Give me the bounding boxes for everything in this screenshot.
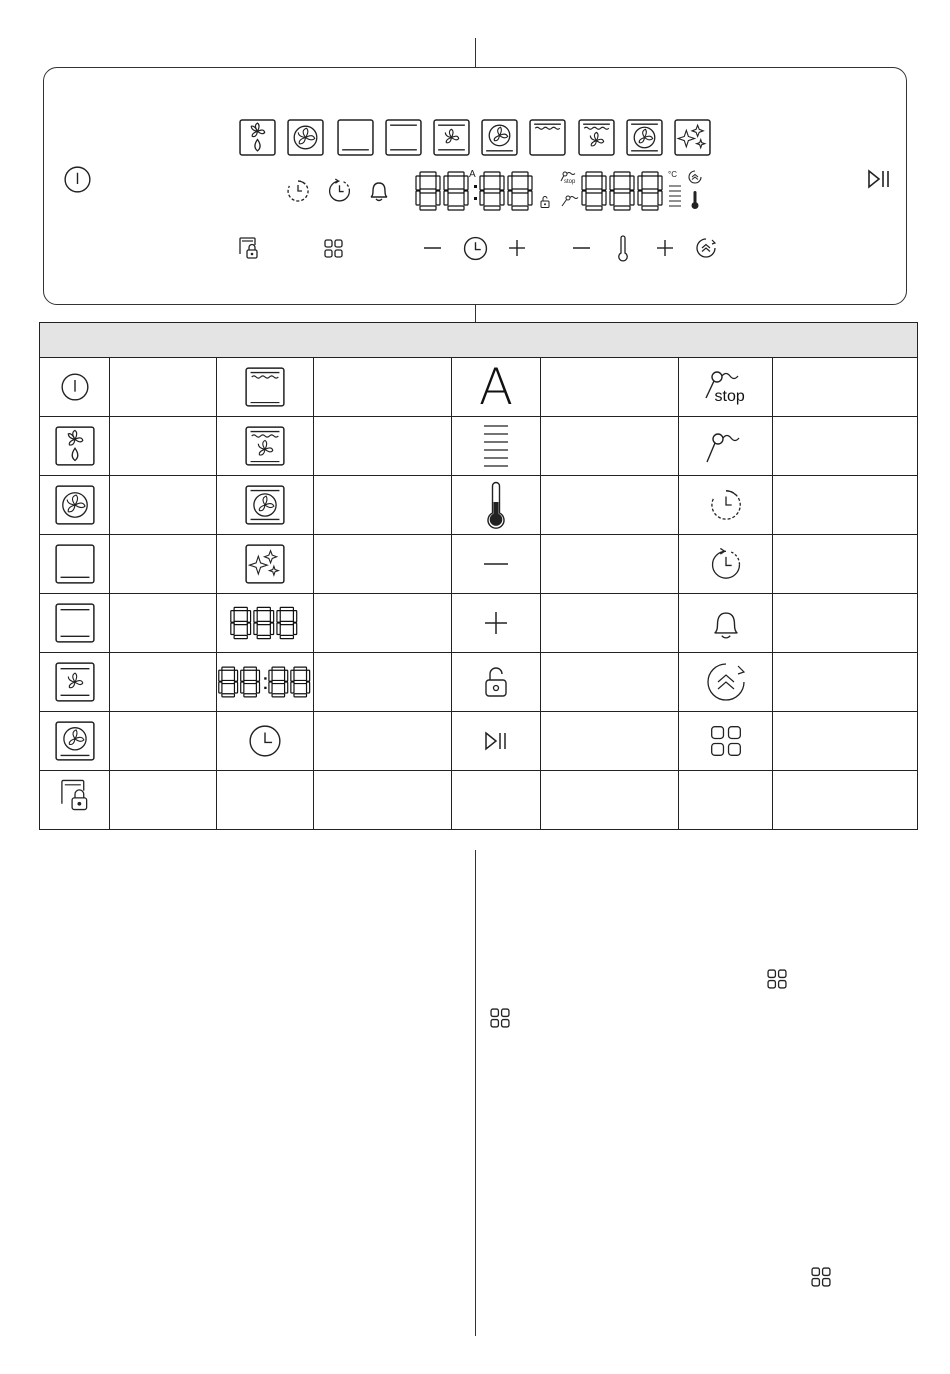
empty-cell (452, 771, 541, 830)
minus-icon (484, 562, 508, 566)
grill-fan-icon (245, 426, 285, 466)
table-row (40, 476, 918, 535)
sparkle-clean-icon (245, 544, 285, 584)
meat-probe-icon (704, 426, 748, 466)
description-cell (773, 535, 918, 594)
symbol-cell (217, 653, 314, 712)
start-pause-icon[interactable] (866, 169, 892, 189)
description-cell (773, 417, 918, 476)
column-divider-mid (475, 305, 476, 322)
empty-cell (541, 771, 679, 830)
symbol-cell (679, 653, 773, 712)
description-cell (314, 712, 452, 771)
empty-cell (217, 771, 314, 830)
symbol-cell (40, 653, 110, 712)
description-cell (110, 358, 217, 417)
heat-level-bars-indicator-icon (669, 184, 681, 208)
empty-cell (314, 771, 452, 830)
description-cell (110, 653, 217, 712)
thermometer-filled-icon (485, 482, 507, 528)
menu-grid-icon (710, 725, 742, 757)
description-cell (541, 358, 679, 417)
description-cell (541, 653, 679, 712)
table-row (40, 771, 918, 830)
symbol-cell (452, 535, 541, 594)
empty-cell (773, 771, 918, 830)
symbol-cell (452, 712, 541, 771)
symbol-cell (679, 417, 773, 476)
symbol-legend-table (39, 322, 918, 830)
symbol-cell (679, 358, 773, 417)
ring-fan-bottom-grill-icon[interactable] (626, 119, 663, 156)
table-row (40, 712, 918, 771)
description-cell (541, 712, 679, 771)
menu-grid-icon[interactable] (324, 239, 343, 258)
description-cell (314, 535, 452, 594)
child-lock-icon[interactable] (239, 237, 259, 259)
symbol-cell (452, 653, 541, 712)
bell-icon[interactable] (368, 178, 390, 202)
meat-probe-stop-icon (703, 366, 749, 408)
symbol-cell (679, 535, 773, 594)
bottom-heat-icon (55, 544, 95, 584)
description-cell (110, 712, 217, 771)
temp-display-icon (230, 605, 300, 641)
power-icon[interactable] (64, 166, 91, 193)
column-divider-top (475, 38, 476, 67)
meat-probe-indicator-icon (560, 194, 578, 208)
ring-fan-bottom-icon[interactable] (481, 119, 518, 156)
clock-icon (248, 724, 282, 758)
probe-stop-text: stop (714, 388, 745, 405)
description-cell (314, 476, 452, 535)
power-icon (61, 373, 89, 401)
table-row (40, 358, 918, 417)
symbol-cell (40, 712, 110, 771)
description-cell (541, 476, 679, 535)
table-header-cell (40, 323, 918, 358)
fan-bottom-top-icon[interactable] (433, 119, 470, 156)
cook-time-icon (709, 488, 743, 522)
symbol-cell (679, 712, 773, 771)
menu-grid-icon (811, 1267, 831, 1287)
description-cell (110, 535, 217, 594)
ring-fan-icon (55, 485, 95, 525)
symbol-cell (452, 417, 541, 476)
symbol-cell (217, 535, 314, 594)
menu-grid-icon (490, 1008, 510, 1028)
description-cell (314, 594, 452, 653)
description-cell (314, 358, 452, 417)
grill-icon[interactable] (529, 119, 566, 156)
unlock-icon (484, 666, 508, 698)
grill-icon (245, 367, 285, 407)
fan-drop-icon[interactable] (239, 119, 276, 156)
column-divider-bottom (475, 850, 476, 1336)
description-cell (110, 417, 217, 476)
cook-time-icon[interactable] (286, 179, 310, 203)
fast-heat-indicator-icon (688, 170, 702, 184)
symbol-cell (452, 476, 541, 535)
fast-heat-icon[interactable] (696, 238, 716, 258)
thermometer-icon[interactable] (617, 235, 629, 262)
child-lock-icon (60, 779, 90, 811)
symbol-cell (40, 535, 110, 594)
symbol-cell (679, 476, 773, 535)
description-cell (773, 653, 918, 712)
symbol-cell (40, 771, 110, 830)
ring-fan-bottom-icon (55, 721, 95, 761)
sparkle-clean-icon[interactable] (674, 119, 711, 156)
temperature-display (581, 171, 666, 211)
clock-icon[interactable] (463, 236, 488, 261)
end-time-icon[interactable] (327, 178, 352, 203)
thermometer-indicator-icon (690, 190, 700, 210)
empty-cell (679, 771, 773, 830)
plus-icon (485, 612, 507, 634)
symbol-cell (217, 417, 314, 476)
description-cell (773, 712, 918, 771)
menu-grid-icon (767, 969, 787, 989)
description-cell (110, 771, 217, 830)
description-cell (314, 417, 452, 476)
top-bottom-heat-icon (55, 603, 95, 643)
symbol-cell (217, 476, 314, 535)
symbol-cell (40, 594, 110, 653)
fan-bottom-top-icon (55, 662, 95, 702)
symbol-cell (679, 594, 773, 653)
symbol-cell (217, 712, 314, 771)
heat-level-bars-icon (484, 424, 508, 468)
table-row (40, 535, 918, 594)
bottom-heat-icon[interactable] (337, 119, 374, 156)
auto-letter-icon: A (478, 358, 514, 416)
grill-fan-icon[interactable] (578, 119, 615, 156)
symbol-cell (452, 594, 541, 653)
description-cell (773, 594, 918, 653)
symbol-cell (217, 358, 314, 417)
temp-minus-icon[interactable] (573, 247, 590, 249)
end-time-icon (709, 547, 743, 581)
description-cell (110, 476, 217, 535)
description-cell (773, 476, 918, 535)
lock-indicator-icon (540, 195, 550, 208)
fan-drop-icon (55, 426, 95, 466)
symbol-cell (40, 358, 110, 417)
probe-stop-text: stop (564, 179, 576, 185)
top-bottom-heat-icon[interactable] (385, 119, 422, 156)
ring-fan-icon[interactable] (287, 119, 324, 156)
description-cell (110, 594, 217, 653)
description-cell (541, 535, 679, 594)
table-header-row (40, 323, 918, 358)
table-row (40, 594, 918, 653)
description-cell (773, 358, 918, 417)
start-pause-icon (483, 731, 509, 751)
clock-display-icon (218, 664, 312, 700)
symbol-cell (40, 476, 110, 535)
bell-icon (710, 606, 742, 640)
symbol-cell (40, 417, 110, 476)
celsius-label: °C (668, 170, 677, 179)
time-plus-icon[interactable] (509, 240, 525, 256)
symbol-cell (452, 358, 541, 417)
description-cell (541, 594, 679, 653)
description-cell (314, 653, 452, 712)
table-row (40, 653, 918, 712)
description-cell (541, 417, 679, 476)
fast-heat-icon (706, 662, 746, 702)
time-minus-icon[interactable] (424, 247, 441, 249)
table-row (40, 417, 918, 476)
symbol-cell (217, 594, 314, 653)
ring-fan-bottom-grill-icon (245, 485, 285, 525)
temp-plus-icon[interactable] (657, 240, 673, 256)
auto-indicator-letter: A (469, 169, 476, 180)
